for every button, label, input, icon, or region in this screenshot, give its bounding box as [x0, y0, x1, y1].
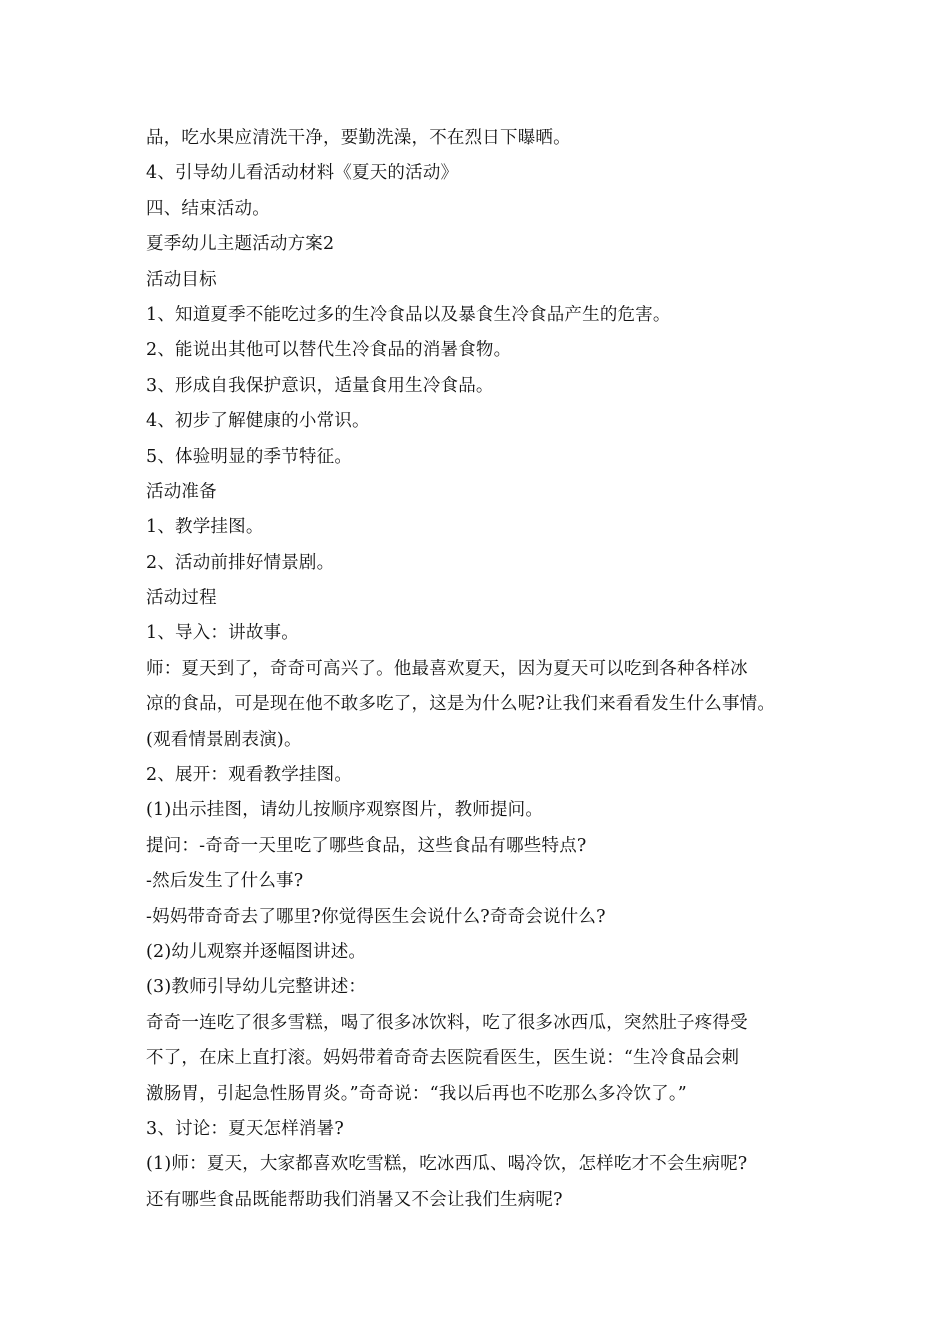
paragraph-line: 师：夏天到了，奇奇可高兴了。他最喜欢夏天，因为夏天可以吃到各种各样冰: [146, 658, 748, 679]
list-item: 4、初步了解健康的小常识。: [146, 411, 370, 432]
paragraph-line: 4、引导幼儿看活动材料《夏天的活动》: [146, 163, 459, 184]
list-item: 1、知道夏季不能吃过多的生冷食品以及暴食生冷食品产生的危害。: [146, 304, 671, 325]
paragraph-line: 激肠胃，引起急性肠胃炎。”奇奇说：“我以后再也不吃那么多冷饮了。”: [146, 1083, 687, 1104]
paragraph-line: (1)出示挂图，请幼儿按顺序观察图片，教师提问。: [146, 800, 544, 821]
section-heading: 活动过程: [146, 588, 217, 609]
section-heading: 活动目标: [146, 269, 217, 290]
section-heading: 活动准备: [146, 481, 217, 502]
paragraph-line: (3)教师引导幼儿完整讲述：: [146, 977, 367, 998]
paragraph-line: -然后发生了什么事?: [146, 871, 304, 892]
paragraph-line: -妈妈带奇奇去了哪里?你觉得医生会说什么?奇奇会说什么?: [146, 906, 606, 927]
list-item: 2、活动前排好情景剧。: [146, 552, 335, 573]
paragraph-line: 还有哪些食品既能帮助我们消暑又不会让我们生病呢?: [146, 1189, 563, 1210]
document-body: [146, 121, 826, 1218]
document-subtitle: 夏季幼儿主题活动方案2: [146, 234, 335, 255]
list-item: 1、教学挂图。: [146, 517, 264, 538]
paragraph-line: 凉的食品，可是现在他不敢多吃了，这是为什么呢?让我们来看看发生什么事情。: [146, 694, 776, 715]
paragraph-line: 奇奇一连吃了很多雪糕，喝了很多冰饮料，吃了很多冰西瓜，突然肚子疼得受: [146, 1012, 748, 1033]
section-heading: 四、结束活动。: [146, 198, 270, 219]
paragraph-line: 不了，在床上直打滚。妈妈带着奇奇去医院看医生，医生说：“生冷食品会刺: [146, 1048, 740, 1069]
paragraph-line: (1)师：夏天，大家都喜欢吃雪糕，吃冰西瓜、喝冷饮，怎样吃才不会生病呢?: [146, 1154, 748, 1175]
paragraph-line: (观看情景剧表演)。: [146, 729, 302, 750]
list-item: 2、能说出其他可以替代生冷食品的消暑食物。: [146, 340, 512, 361]
paragraph-line: (2)幼儿观察并逐幅图讲述。: [146, 941, 367, 962]
paragraph-line: 提问：-奇奇一天里吃了哪些食品，这些食品有哪些特点?: [146, 835, 587, 856]
list-item: 3、讨论：夏天怎样消暑?: [146, 1118, 344, 1139]
list-item: 1、导入：讲故事。: [146, 623, 299, 644]
paragraph-line: 品，吃水果应清洗干净，要勤洗澡，不在烈日下曝晒。: [146, 128, 571, 148]
list-item: 2、展开：观看教学挂图。: [146, 765, 353, 786]
list-item: 5、体验明显的季节特征。: [146, 446, 353, 467]
list-item: 3、形成自我保护意识，适量食用生冷食品。: [146, 375, 494, 396]
